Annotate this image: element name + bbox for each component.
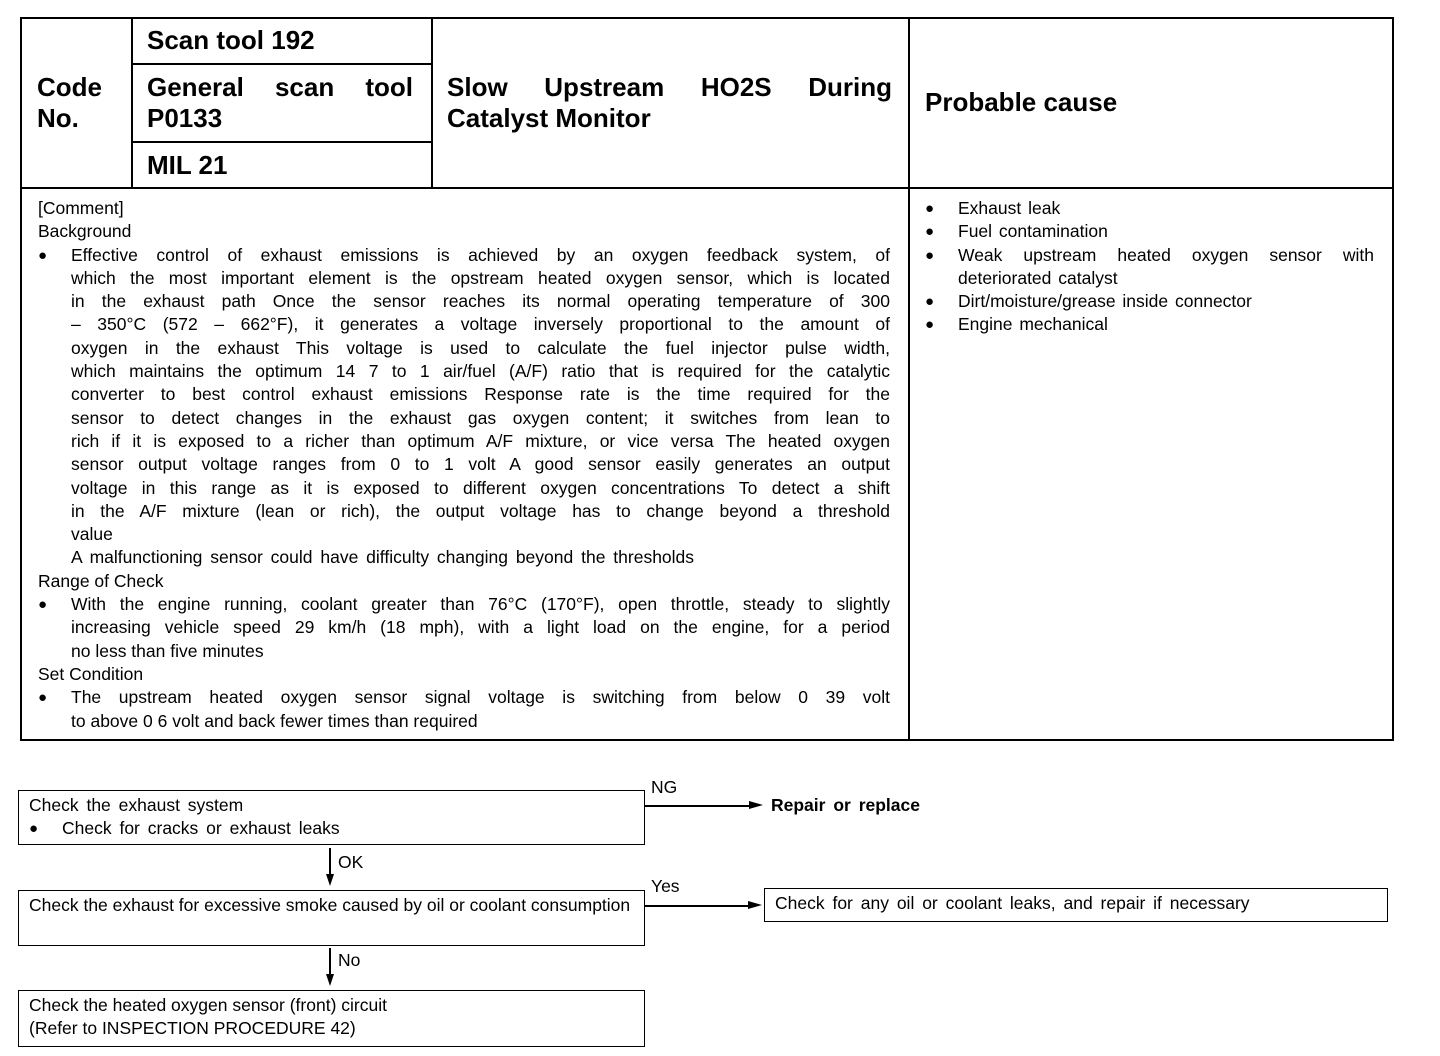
paragraph-line: The upstream heated oxygen sensor signal voltage is switching from below 0 39 volt [71,687,890,708]
paragraph-line: sensor to detect changes in the exhaust gas oxygen content; it switches from lean to [71,407,890,428]
step-check-oxygen-sensor-circuit [18,990,645,1047]
col-divider-1 [131,17,133,188]
general-scan-tool-label: General scan tool P0133 [147,72,413,133]
subrow-divider-1 [131,63,432,65]
paragraph-line: no less than five minutes [71,640,264,661]
background-label: Background [38,221,132,242]
step2-text: Check the exhaust for excessive smoke caused by oil or coolant consumption [29,895,631,915]
ng-arrow [645,805,753,807]
step1-bullet: Check for cracks or exhaust leaks [62,818,340,838]
step1-title: Check the exhaust system [29,795,244,815]
step-check-oil-coolant-leaks [764,888,1388,922]
bullet-icon: ● [38,246,48,264]
subrow-divider-2 [131,141,432,143]
background-extra: A malfunctioning sensor could have difficulty changing beyond the thresholds [71,547,695,568]
mil-label: MIL 21 [147,150,228,180]
probable-cause-item [925,244,1374,291]
set-condition-label: Set Condition [38,663,144,684]
paragraph-line: Effective control of exhaust emissions is achieved by an oxygen feedback system, of [71,244,890,265]
ng-result: Repair or replace [771,795,920,815]
probable-cause-text: Fuel contamination [958,221,1108,242]
probable-cause-heading: Probable cause [925,87,1118,117]
yes-result: Check for any oil or coolant leaks, and repair if necessary [775,893,1250,913]
probable-cause-list [925,197,1374,337]
bullet-icon: ● [925,223,935,241]
ng-label: NG [651,777,678,797]
paragraph-line: oxygen in the exhaust This voltage is used to calculate the fuel injector pulse width, [71,337,890,358]
paragraph-line: value [71,524,113,545]
probable-cause-text: Dirt/moisture/grease inside connector [958,291,1252,312]
ok-arrow [329,848,331,876]
paragraph-line: in the exhaust path Once the sensor reaches its normal operating temperature of 300 [71,291,890,312]
page-title: Slow Upstream HO2S During Catalyst Monitor [447,72,892,133]
step-check-exhaust-system [18,790,645,845]
range-paragraph [38,593,890,663]
paragraph-line: which maintains the optimum 14 7 to 1 air/fuel (A/F) ratio that is required for the catalytic [71,361,890,382]
step3-line2: (Refer to INSPECTION PROCEDURE 42) [29,1018,356,1038]
bullet-icon: ● [925,246,935,264]
paragraph-line: converter to best control exhaust emissions Response rate is the time required for the [71,384,890,405]
table-border-left [20,17,22,741]
paragraph-line: voltage in this range as it is exposed to different oxygen concentrations To detect a shift [71,477,890,498]
no-arrow [329,948,331,976]
table-border-right [1392,17,1394,741]
no-label: No [338,950,361,970]
paragraph-line: increasing vehicle speed 29 km/h (18 mph), with a light load on the engine, for a period [71,617,890,638]
paragraph-line: rich if it is exposed to a richer than optimum A/F mixture, or vice versa The heated oxygen [71,430,890,451]
paragraph-line: – 350°C (572 – 662°F), it generates a voltage inversely proportional to the amount of [71,314,890,335]
yes-arrow [645,905,750,907]
background-paragraph [38,244,890,547]
paragraph-line: to above 0 6 volt and back fewer times than required [71,710,478,731]
yes-label: Yes [651,876,680,896]
set-paragraph [38,686,890,733]
bullet-icon: ● [29,820,39,837]
probable-cause-text: Weak upstream heated oxygen sensor with deteriorated catalyst [958,244,1374,288]
paragraph-line: With the engine running, coolant greater than 76°C (170°F), open throttle, steady to slightly [71,594,890,615]
col-divider-2 [431,17,433,188]
table-border-bottom [20,739,1394,741]
probable-cause-text: Engine mechanical [958,314,1108,335]
probable-cause-item [925,220,1374,243]
no-arrowhead-icon [326,974,334,986]
step-check-exhaust-smoke [18,890,645,946]
probable-cause-item [925,197,1374,220]
comment-section [38,197,890,733]
paragraph-line: which the most important element is the opstream heated oxygen sensor, which is located [71,267,890,288]
ok-arrowhead-icon [326,874,334,886]
col-divider-3 [908,17,910,741]
bullet-icon: ● [38,596,48,614]
bullet-icon: ● [925,293,935,311]
step3-line1: Check the heated oxygen sensor (front) circuit [29,995,387,1015]
bullet-icon: ● [925,316,935,334]
range-of-check-label: Range of Check [38,570,164,591]
paragraph-line: sensor output voltage ranges from 0 to 1 volt A good sensor easily generates an output [71,454,890,475]
bullet-icon: ● [925,200,935,217]
code-no-label: Code No. [37,72,102,133]
paragraph-line: in the A/F mixture (lean or rich), the output voltage has to change beyond a threshold [71,500,890,521]
probable-cause-item [925,290,1374,313]
yes-arrowhead-icon [748,901,762,909]
probable-cause-text: Exhaust leak [958,198,1061,218]
ok-label: OK [338,852,364,872]
probable-cause-item [925,313,1374,336]
ng-arrowhead-icon [749,801,763,809]
table-border-top [20,17,1394,19]
bullet-icon: ● [38,689,48,707]
header-divider [20,187,1394,189]
comment-label: [Comment] [38,198,124,218]
scan-tool-label: Scan tool 192 [147,25,315,55]
